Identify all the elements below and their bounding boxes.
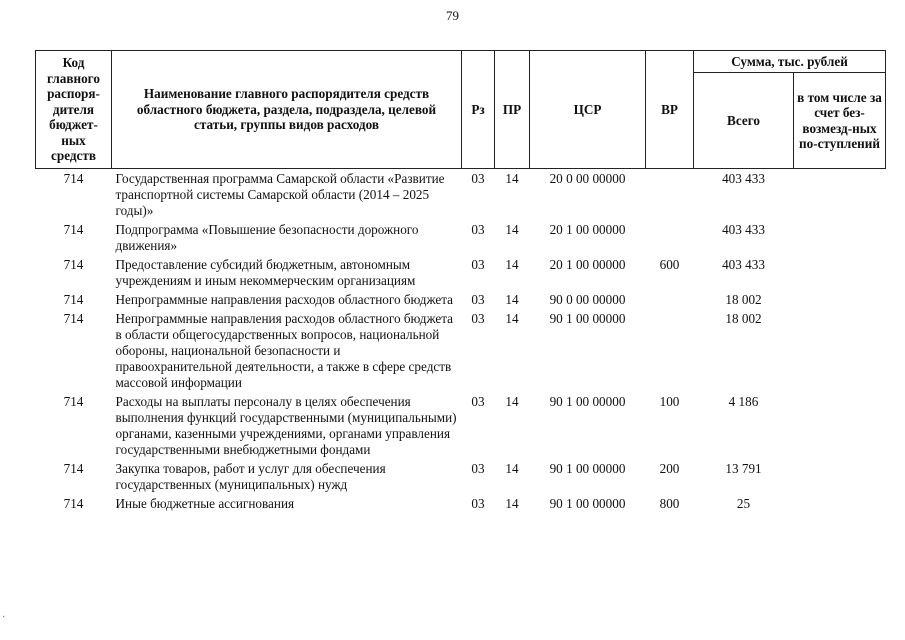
cell-csr: 90 1 00 00000 xyxy=(549,461,626,476)
cell-total: 4 186 xyxy=(728,394,759,409)
cell-vr: 600 xyxy=(659,257,680,272)
cell-code: 714 xyxy=(63,171,84,186)
cell-total: 13 791 xyxy=(725,461,762,476)
cell-code: 714 xyxy=(63,394,84,409)
cell-rz: 03 xyxy=(471,222,485,237)
cell-vr xyxy=(646,290,694,309)
cell-total: 25 xyxy=(736,496,751,511)
cell-total: 403 433 xyxy=(722,257,765,272)
cell-pr: 14 xyxy=(505,292,519,307)
cell-pr: 14 xyxy=(505,461,519,476)
table-row xyxy=(36,290,886,309)
table-row xyxy=(36,169,886,221)
cell-vr: 200 xyxy=(659,461,680,476)
budget-table xyxy=(35,50,886,513)
cell-csr: 90 1 00 00000 xyxy=(549,311,626,326)
cell-rz: 03 xyxy=(471,311,485,326)
header-pr: ПР xyxy=(495,51,530,169)
cell-name: Непрограммные направления расходов областного бюджета в области общегосударственных вопросов, национальной обороны, национальной безопасности и правоохранительной деятельности, а также в сфере средств массовой информации xyxy=(115,311,454,390)
cell-total: 18 002 xyxy=(725,292,762,307)
cell-total: 403 433 xyxy=(722,222,765,237)
table-row xyxy=(36,220,886,255)
cell-rz: 03 xyxy=(471,461,485,476)
header-rz: Рз xyxy=(462,51,495,169)
cell-rz: 03 xyxy=(471,171,485,186)
header-incl: в том числе за счет без-возмезд-ных по-ступлений xyxy=(794,73,886,169)
table-header xyxy=(36,51,886,169)
cell-incl xyxy=(794,494,886,513)
table-row xyxy=(36,255,886,290)
cell-incl xyxy=(794,392,886,459)
page-number: 79 xyxy=(446,8,459,23)
cell-code: 714 xyxy=(63,311,84,326)
cell-pr: 14 xyxy=(505,222,519,237)
cell-incl xyxy=(794,459,886,494)
header-code: Код главного распоря-дителя бюджет-ных средств xyxy=(36,51,112,169)
cell-csr: 20 0 00 00000 xyxy=(549,171,626,186)
cell-pr: 14 xyxy=(505,394,519,409)
cell-incl xyxy=(794,255,886,290)
cell-vr: 800 xyxy=(659,496,680,511)
header-sum: Сумма, тыс. рублей xyxy=(694,51,886,73)
cell-incl xyxy=(794,169,886,221)
cell-rz: 03 xyxy=(471,394,485,409)
cell-total: 403 433 xyxy=(722,171,765,186)
cell-rz: 03 xyxy=(471,496,485,511)
cell-code: 714 xyxy=(63,257,84,272)
cell-incl xyxy=(794,220,886,255)
cell-vr: 100 xyxy=(659,394,680,409)
cell-name: Непрограммные направления расходов областного бюджета xyxy=(115,292,454,307)
header-total: Всего xyxy=(694,73,794,169)
cell-name: Иные бюджетные ассигнования xyxy=(115,496,295,511)
cell-vr xyxy=(646,220,694,255)
cell-pr: 14 xyxy=(505,257,519,272)
table-body xyxy=(36,169,886,514)
cell-code: 714 xyxy=(63,461,84,476)
cell-csr: 90 1 00 00000 xyxy=(549,394,626,409)
table-row xyxy=(36,459,886,494)
cell-name: Предоставление субсидий бюджетным, автономным учреждениям и иным некоммерческим организациям xyxy=(115,257,416,288)
cell-csr: 90 1 00 00000 xyxy=(549,496,626,511)
cell-rz: 03 xyxy=(471,292,485,307)
table-row xyxy=(36,392,886,459)
cell-name: Закупка товаров, работ и услуг для обеспечения государственных (муниципальных) нужд xyxy=(115,461,386,492)
cell-code: 714 xyxy=(63,222,84,237)
cell-rz: 03 xyxy=(471,257,485,272)
cell-csr: 90 0 00 00000 xyxy=(549,292,626,307)
table-row xyxy=(36,494,886,513)
cell-pr: 14 xyxy=(505,496,519,511)
cell-vr xyxy=(646,169,694,221)
cell-csr: 20 1 00 00000 xyxy=(549,257,626,272)
cell-incl xyxy=(794,290,886,309)
table-row xyxy=(36,309,886,392)
cell-vr xyxy=(646,309,694,392)
cell-name: Расходы на выплаты персоналу в целях обеспечения выполнения функций государственными (муниципальными) органами, казенными учреждениями, органами управления государственными внебюджетными фондами xyxy=(115,394,457,457)
header-csr: ЦСР xyxy=(530,51,646,169)
cell-pr: 14 xyxy=(505,171,519,186)
cell-code: 714 xyxy=(63,292,84,307)
cell-name: Подпрограмма «Повышение безопасности дорожного движения» xyxy=(115,222,419,253)
cell-total: 18 002 xyxy=(725,311,762,326)
cell-code: 714 xyxy=(63,496,84,511)
cell-name: Государственная программа Самарской области «Развитие транспортной системы Самарской области (2014 – 2025 годы)» xyxy=(115,171,445,218)
header-vr: ВР xyxy=(646,51,694,169)
cell-pr: 14 xyxy=(505,311,519,326)
cell-incl xyxy=(794,309,886,392)
header-name: Наименование главного распорядителя средств областного бюджета, раздела, подраздела, целевой статьи, группы видов расходов xyxy=(112,51,462,169)
scan-mark: · xyxy=(2,612,6,623)
cell-csr: 20 1 00 00000 xyxy=(549,222,626,237)
